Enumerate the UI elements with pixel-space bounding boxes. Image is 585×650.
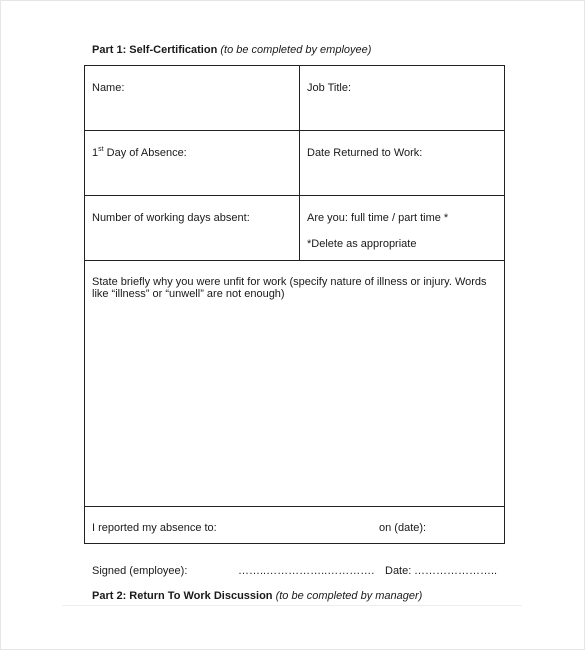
self-certification-form <box>84 65 505 544</box>
reported-field[interactable] <box>85 507 505 544</box>
reason-field[interactable] <box>85 261 505 507</box>
reason-label: State briefly why you were unfit for work (specify nature of illness or injury. Words like “illness” or “unwell” are not enough) <box>92 276 487 300</box>
part1-note: (to be completed by employee) <box>220 44 372 56</box>
reported-content <box>85 507 504 535</box>
first-day-text: Day of Absence: <box>103 147 187 159</box>
part2-heading <box>92 590 422 602</box>
divider <box>62 605 522 606</box>
signed-label: Signed (employee): <box>92 565 188 577</box>
date-label: Date: <box>385 565 412 577</box>
first-day-field[interactable] <box>85 131 300 196</box>
date-line[interactable]: ………………….. <box>414 565 498 577</box>
date-returned-field[interactable] <box>300 131 505 196</box>
reported-to-label: I reported my absence to: <box>92 522 217 534</box>
delete-note: *Delete as appropriate <box>307 237 417 250</box>
part2-title: Part 2: Return To Work Discussion <box>92 590 273 602</box>
date-returned-label: Date Returned to Work: <box>307 147 423 159</box>
part1-heading <box>92 44 371 56</box>
on-date-label: on (date): <box>379 522 427 534</box>
employment-type-content <box>300 196 504 250</box>
first-day-label <box>85 131 299 160</box>
employment-type-label: Are you: full time / part time * <box>307 212 449 224</box>
part2-note: (to be completed by manager) <box>275 590 423 602</box>
employment-type-field[interactable] <box>300 196 505 261</box>
signature-line[interactable]: ……..……………..…………. <box>238 565 375 577</box>
days-absent-field[interactable] <box>85 196 300 261</box>
days-absent-label: Number of working days absent: <box>92 212 250 224</box>
name-field[interactable] <box>85 66 300 131</box>
first-day-number: 1 <box>92 147 99 159</box>
part1-title: Part 1: Self-Certification <box>92 44 218 56</box>
first-day-superscript: st <box>98 146 104 153</box>
job-title-label: Job Title: <box>307 82 352 94</box>
name-label: Name: <box>92 82 125 94</box>
job-title-field[interactable] <box>300 66 505 131</box>
